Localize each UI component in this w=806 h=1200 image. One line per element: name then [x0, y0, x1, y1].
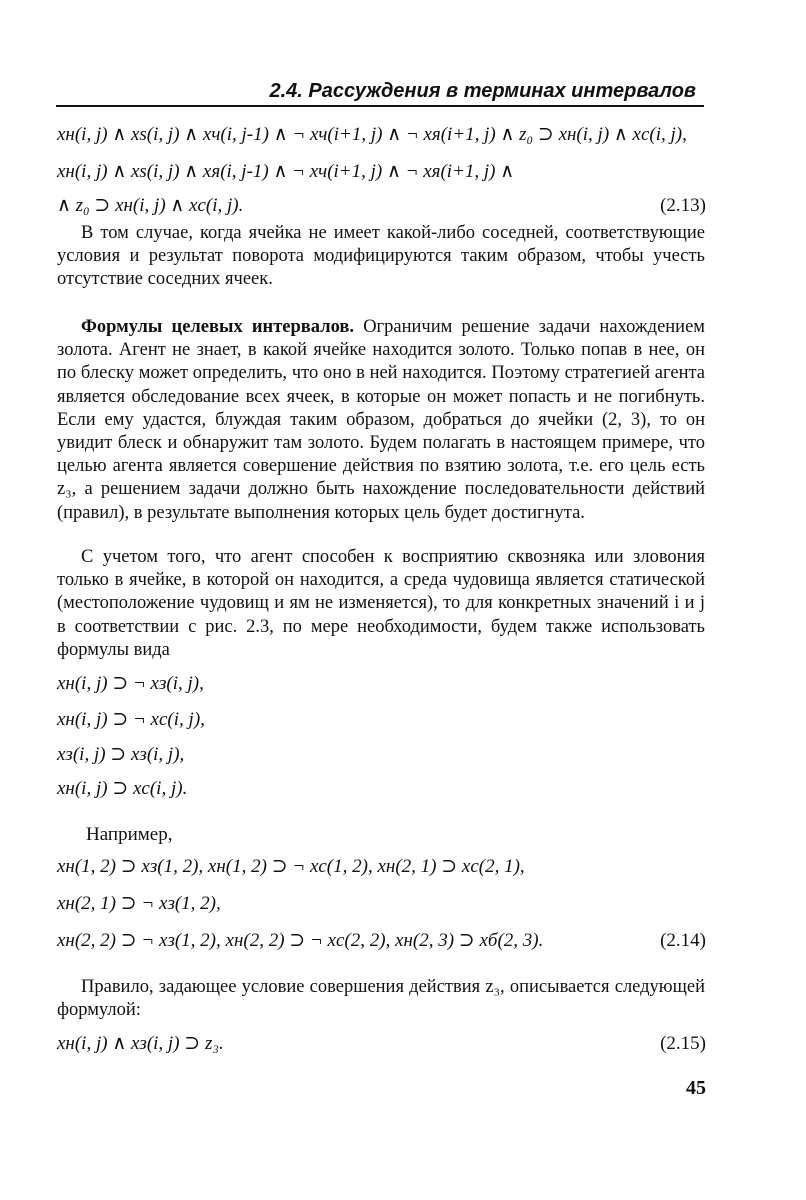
paragraph	[57, 316, 705, 525]
formula-line: xн(i, j) ∧ xз(i, j) ⊃ z₃.	[57, 1033, 224, 1054]
paragraph-lead: Формулы целевых интервалов.	[81, 317, 354, 337]
page-number: 45	[686, 1077, 706, 1099]
paragraph: С учетом того, что агент способен к восприятию сквозняка или зловония только в ячейке, в которой он находится, а среда чудовища является статической (местоположение чудовищ и ям не изменяется), то для конкретных значений i и j в соответствии с рис. 2.3, по мере необходимости, будем также использовать формулы вида	[57, 547, 705, 660]
formula-line: xн(i, j) ⊃ ¬ xз(i, j),	[57, 673, 204, 694]
equation-number: (2.15)	[660, 1033, 706, 1054]
equation-number: (2.14)	[660, 930, 706, 951]
formula-line: ∧ z₀ ⊃ xн(i, j) ∧ xc(i, j).	[57, 195, 244, 216]
paragraph: В том случае, когда ячейка не имеет какой-либо соседней, соответствующие условия и результат поворота модифицируются таким образом, чтобы учесть отсутствие соседних ячеек.	[57, 223, 705, 290]
formula-line: xз(i, j) ⊃ xз(i, j),	[57, 744, 185, 765]
formula-line: xн(i, j) ⊃ ¬ xc(i, j),	[57, 709, 205, 730]
formula-line: xн(1, 2) ⊃ xз(1, 2), xн(1, 2) ⊃ ¬ xc(1, 2), xн(2, 1) ⊃ xc(2, 1),	[57, 856, 525, 877]
formula-line: xн(2, 1) ⊃ ¬ xз(1, 2),	[57, 893, 221, 914]
formula-line: xн(i, j) ⊃ xc(i, j).	[57, 778, 188, 799]
paragraph-text: Ограничим решение задачи нахождением золота. Агент не знает, в какой ячейке находится золото. Только попав в нее, он по блеску может определить, что оно в ней находится. Поэтому стратегией агента является обследование всех ячеек, в которые он может попасть и не погибнуть. Если ему удастся, блуждая таким образом, добраться до ячейки (2, 3), то он увидит блеск и обнаружит там золото. Будем полагать в настоящем примере, что целью агента является совершение действия по взятию золота, т.е. его цель есть z₃, а решением задачи должно быть нахождение последовательности действий (правил), в результате выполнения которых цель будет достигнута.	[57, 317, 705, 523]
formula-line: xн(2, 2) ⊃ ¬ xз(1, 2), xн(2, 2) ⊃ ¬ xc(2, 2), xн(2, 3) ⊃ xб(2, 3).	[57, 930, 544, 951]
equation-number: (2.13)	[660, 195, 706, 216]
running-header: 2.4. Рассуждения в терминах интервалов	[269, 80, 696, 102]
paragraph: Правило, задающее условие совершения действия z₃, описывается следующей формулой:	[57, 977, 705, 1021]
example-label: Например,	[86, 824, 173, 845]
formula-line: xн(i, j) ∧ xs(i, j) ∧ xч(i, j-1) ∧ ¬ xч(i+1, j) ∧ ¬ xя(i+1, j) ∧ z₀ ⊃ xн(i, j) ∧ xc(i, j),	[57, 124, 687, 145]
formula-line: xн(i, j) ∧ xs(i, j) ∧ xя(i, j-1) ∧ ¬ xч(i+1, j) ∧ ¬ xя(i+1, j) ∧	[57, 161, 515, 182]
header-rule	[56, 105, 704, 107]
